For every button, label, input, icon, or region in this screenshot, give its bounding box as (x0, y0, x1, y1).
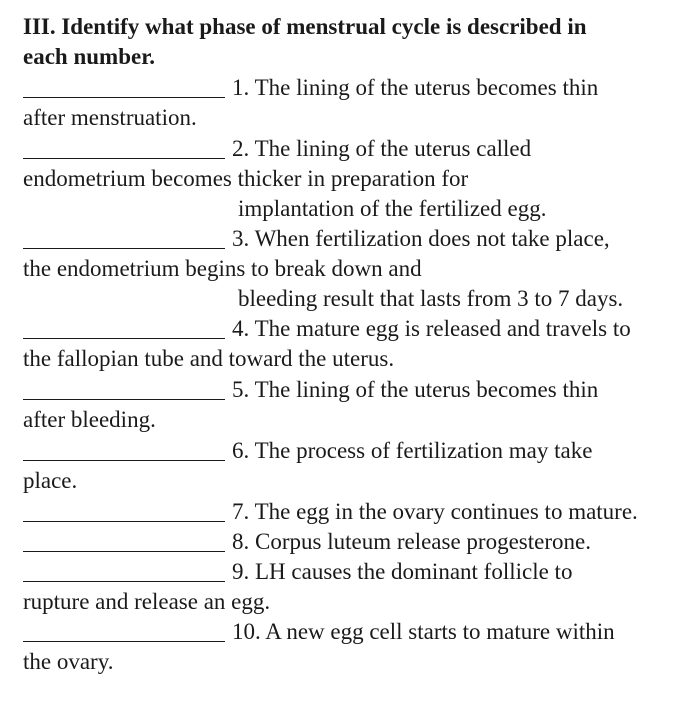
answer-blank-9[interactable] (23, 581, 225, 582)
item-1-text: 1. The lining of the uterus becomes thin (232, 75, 599, 100)
item-3-continuation-2: bleeding result that lasts from 3 to 7 days. (238, 286, 624, 311)
item-2-continuation-2: implantation of the fertilized egg. (238, 196, 547, 221)
answer-blank-5[interactable] (23, 399, 225, 400)
answer-blank-3[interactable] (23, 248, 225, 249)
item-4-continuation: the fallopian tube and toward the uterus. (23, 346, 395, 371)
item-9-continuation: rupture and release an egg. (23, 589, 271, 614)
answer-blank-6[interactable] (23, 460, 225, 461)
item-3-text: 3. When fertilization does not take place, (232, 226, 610, 251)
answer-blank-2[interactable] (23, 158, 225, 159)
item-4-text: 4. The mature egg is released and travels to (232, 316, 631, 341)
item-1-continuation: after menstruation. (23, 105, 197, 130)
answer-blank-8[interactable] (23, 551, 225, 552)
item-2-text: 2. The lining of the uterus called (232, 136, 532, 161)
answer-blank-1[interactable] (23, 97, 225, 98)
section-heading-line-1: III. Identify what phase of menstrual cycle is described in (23, 14, 587, 39)
item-9-text: 9. LH causes the dominant follicle to (232, 559, 573, 584)
answer-blank-10[interactable] (23, 641, 225, 642)
item-3-continuation: the endometrium begins to break down and (23, 256, 422, 281)
item-10-continuation: the ovary. (23, 649, 114, 674)
item-5-continuation: after bleeding. (23, 407, 156, 432)
item-5-text: 5. The lining of the uterus becomes thin (232, 377, 599, 402)
section-heading-line-2: each number. (23, 44, 156, 69)
answer-blank-4[interactable] (23, 338, 225, 339)
item-2-continuation: endometrium becomes thicker in preparation for (23, 166, 469, 191)
item-6-continuation: place. (23, 468, 78, 493)
item-10-text: 10. A new egg cell starts to mature within (232, 619, 615, 644)
item-8-text: 8. Corpus luteum release progesterone. (232, 529, 591, 554)
item-7-text: 7. The egg in the ovary continues to mature. (232, 499, 638, 524)
item-6-text: 6. The process of fertilization may take (232, 438, 593, 463)
answer-blank-7[interactable] (23, 521, 225, 522)
